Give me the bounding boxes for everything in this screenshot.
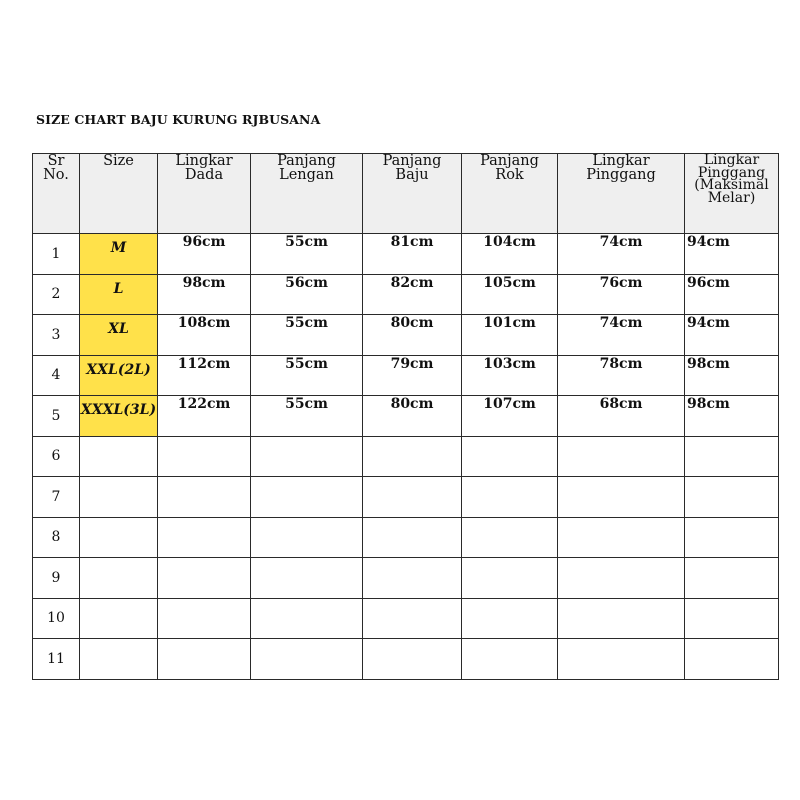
table-row — [33, 639, 779, 680]
table-row — [33, 234, 779, 275]
header-line: Size — [103, 153, 134, 169]
table-row — [33, 355, 779, 396]
cell-lengan: 55cm — [251, 396, 363, 437]
row-number: 9 — [33, 558, 80, 599]
cell-baju: 82cm — [363, 274, 462, 315]
cell-baju — [363, 517, 462, 558]
row-number: 11 — [33, 639, 80, 680]
size-cell: XXL(2L) — [80, 355, 158, 396]
header-line: Rok — [495, 167, 524, 183]
table-row — [33, 558, 779, 599]
cell-baju: 81cm — [363, 234, 462, 275]
size-chart-table — [32, 153, 779, 680]
size-cell — [80, 558, 158, 599]
cell-lengan: 55cm — [251, 315, 363, 356]
cell-pinggang — [558, 517, 685, 558]
cell-pinggang-max: 96cm — [685, 274, 779, 315]
cell-baju — [363, 598, 462, 639]
cell-rok — [462, 477, 558, 518]
cell-baju: 80cm — [363, 396, 462, 437]
cell-rok: 103cm — [462, 355, 558, 396]
cell-baju — [363, 436, 462, 477]
cell-dada — [158, 477, 251, 518]
cell-lengan — [251, 558, 363, 599]
cell-pinggang-max — [685, 598, 779, 639]
table-row — [33, 598, 779, 639]
cell-rok: 104cm — [462, 234, 558, 275]
cell-baju — [363, 558, 462, 599]
row-number: 7 — [33, 477, 80, 518]
header-line: Pinggang — [697, 164, 766, 181]
cell-pinggang-max: 94cm — [685, 315, 779, 356]
cell-pinggang-max — [685, 477, 779, 518]
header-panjang-lengan — [251, 154, 363, 234]
cell-pinggang-max: 98cm — [685, 355, 779, 396]
table-body — [33, 234, 779, 680]
header-line: (Maksimal — [694, 177, 769, 193]
cell-dada — [158, 558, 251, 599]
header-line: Lingkar — [592, 153, 650, 169]
cell-pinggang — [558, 436, 685, 477]
header-size — [80, 154, 158, 234]
cell-lengan: 56cm — [251, 274, 363, 315]
row-number: 8 — [33, 517, 80, 558]
cell-pinggang-max — [685, 639, 779, 680]
table-row — [33, 274, 779, 315]
header-line: Panjang — [277, 153, 336, 169]
row-number: 6 — [33, 436, 80, 477]
size-cell — [80, 598, 158, 639]
cell-pinggang — [558, 558, 685, 599]
size-cell — [80, 517, 158, 558]
cell-dada — [158, 517, 251, 558]
cell-baju: 79cm — [363, 355, 462, 396]
row-number: 1 — [33, 234, 80, 275]
cell-rok — [462, 558, 558, 599]
cell-lengan: 55cm — [251, 234, 363, 275]
cell-rok: 101cm — [462, 315, 558, 356]
chart-title: SIZE CHART BAJU KURUNG RJBUSANA — [36, 112, 321, 127]
cell-rok — [462, 639, 558, 680]
size-cell: L — [80, 274, 158, 315]
table-row — [33, 396, 779, 437]
size-cell: XXXL(3L) — [80, 396, 158, 437]
cell-rok — [462, 598, 558, 639]
cell-lengan — [251, 639, 363, 680]
cell-dada — [158, 436, 251, 477]
cell-pinggang-max — [685, 558, 779, 599]
cell-pinggang: 74cm — [558, 315, 685, 356]
cell-dada: 96cm — [158, 234, 251, 275]
cell-lengan — [251, 477, 363, 518]
cell-lengan — [251, 598, 363, 639]
cell-pinggang-max — [685, 436, 779, 477]
size-cell: M — [80, 234, 158, 275]
cell-rok — [462, 436, 558, 477]
cell-pinggang — [558, 639, 685, 680]
cell-lengan — [251, 517, 363, 558]
row-number: 10 — [33, 598, 80, 639]
header-line: No. — [43, 167, 69, 183]
size-cell — [80, 436, 158, 477]
table-row — [33, 477, 779, 518]
cell-pinggang — [558, 598, 685, 639]
cell-rok — [462, 517, 558, 558]
header-panjang-rok — [462, 154, 558, 234]
header-line: Sr — [47, 153, 65, 169]
header-line: Dada — [184, 167, 224, 183]
cell-baju — [363, 477, 462, 518]
header-line: Panjang — [382, 153, 442, 169]
cell-dada: 122cm — [158, 396, 251, 437]
cell-dada: 108cm — [158, 315, 251, 356]
table-row — [33, 517, 779, 558]
row-number: 4 — [33, 355, 80, 396]
row-number: 3 — [33, 315, 80, 356]
cell-dada: 98cm — [158, 274, 251, 315]
cell-pinggang-max — [685, 517, 779, 558]
header-line: Panjang — [480, 153, 539, 169]
header-lingkar-pinggang — [558, 154, 685, 234]
cell-lengan: 55cm — [251, 355, 363, 396]
row-number: 2 — [33, 274, 80, 315]
cell-pinggang: 68cm — [558, 396, 685, 437]
table-row — [33, 436, 779, 477]
size-cell — [80, 477, 158, 518]
header-line: Lingkar — [703, 152, 760, 168]
header-sr-no — [33, 154, 80, 234]
cell-pinggang: 74cm — [558, 234, 685, 275]
cell-baju: 80cm — [363, 315, 462, 356]
header-panjang-baju — [363, 154, 462, 234]
cell-lengan — [251, 436, 363, 477]
cell-pinggang-max: 98cm — [685, 396, 779, 437]
cell-dada — [158, 598, 251, 639]
header-line: Baju — [395, 167, 429, 183]
size-cell: XL — [80, 315, 158, 356]
header-line: Pinggang — [586, 167, 656, 183]
table-row — [33, 315, 779, 356]
cell-pinggang: 76cm — [558, 274, 685, 315]
cell-baju — [363, 639, 462, 680]
cell-pinggang: 78cm — [558, 355, 685, 396]
header-line: Lengan — [279, 167, 334, 183]
table-header-row — [33, 154, 779, 234]
cell-pinggang-max: 94cm — [685, 234, 779, 275]
cell-rok: 105cm — [462, 274, 558, 315]
cell-rok: 107cm — [462, 396, 558, 437]
header-lingkar-pinggang-maksimal — [685, 154, 779, 234]
header-line: Lingkar — [175, 153, 233, 169]
cell-dada — [158, 639, 251, 680]
header-line: Melar) — [707, 189, 756, 206]
header-lingkar-dada — [158, 154, 251, 234]
size-cell — [80, 639, 158, 680]
row-number: 5 — [33, 396, 80, 437]
cell-dada: 112cm — [158, 355, 251, 396]
cell-pinggang — [558, 477, 685, 518]
